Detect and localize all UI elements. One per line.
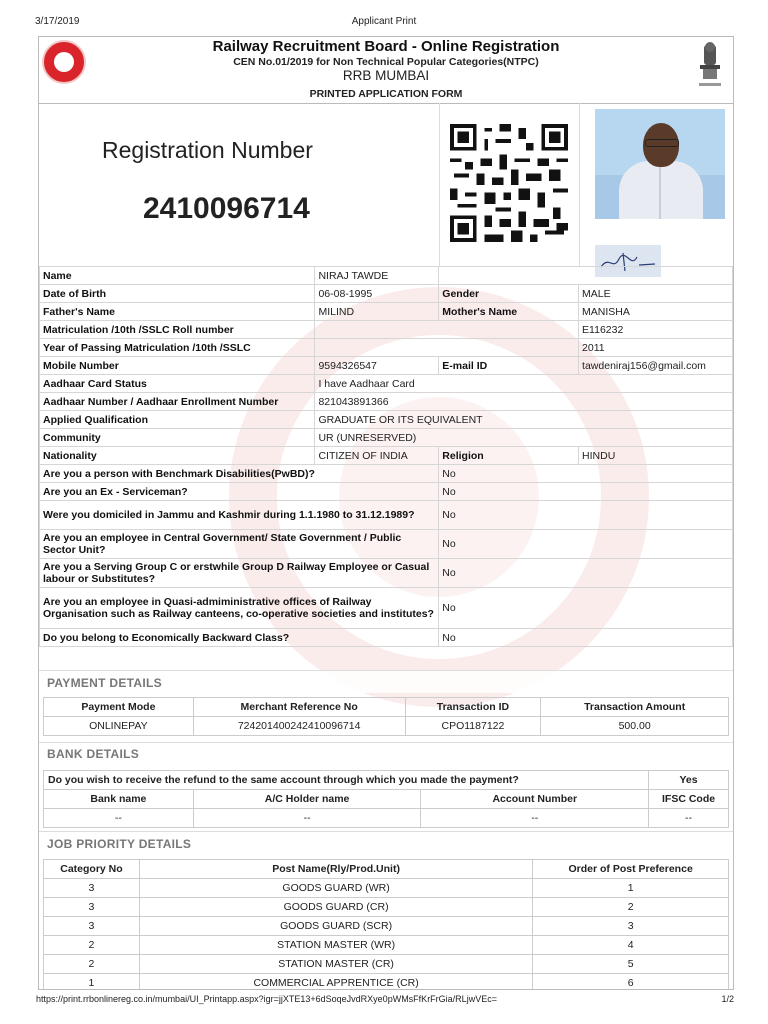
job-cell: 3: [44, 879, 140, 898]
board-name: RRB MUMBAI: [342, 68, 430, 83]
field-label: Were you domiciled in Jammu and Kashmir during 1.1.1980 to 31.12.1989?: [40, 501, 439, 530]
job-cell: 6: [533, 974, 729, 991]
blank-cell: [439, 267, 733, 285]
field-label: Year of Passing Matriculation /10th /SSLC: [40, 339, 315, 357]
applicant-details-table: [39, 266, 733, 647]
job-row: [44, 955, 729, 974]
details-row: [40, 375, 733, 393]
field-label: Father's Name: [40, 303, 315, 321]
bank-cell: --: [421, 809, 649, 828]
field-value: MALE: [579, 285, 733, 303]
payment-cell: 724201400242410096714: [193, 717, 405, 736]
field-value: NIRAJ TAWDE: [315, 267, 439, 285]
job-row: [44, 936, 729, 955]
job-cell: 1: [44, 974, 140, 991]
bank-header: Account Number: [421, 790, 649, 809]
field-label: Date of Birth: [40, 285, 315, 303]
field-value: 9594326547: [315, 357, 439, 375]
field-label: Matriculation /10th /SSLC Roll number: [40, 321, 315, 339]
job-cell: COMMERCIAL APPRENTICE (CR): [139, 974, 532, 991]
job-cell: STATION MASTER (CR): [139, 955, 532, 974]
job-row: [44, 879, 729, 898]
field-label: Aadhaar Number / Aadhaar Enrollment Number: [40, 393, 315, 411]
job-cell: 5: [533, 955, 729, 974]
field-label: Aadhaar Card Status: [40, 375, 315, 393]
bank-cell: --: [44, 809, 194, 828]
payment-table: [43, 697, 729, 736]
field-value: No: [439, 501, 733, 530]
field-label: Name: [40, 267, 315, 285]
job-header: Post Name(Rly/Prod.Unit): [139, 860, 532, 879]
details-row: [40, 411, 733, 429]
details-row: [40, 321, 733, 339]
field-label: Do you belong to Economically Backward Class?: [40, 629, 439, 647]
details-row: [40, 285, 733, 303]
bank-header: IFSC Code: [649, 790, 729, 809]
payment-section-title: PAYMENT DETAILS: [47, 676, 162, 690]
payment-header: Transaction Amount: [541, 698, 729, 717]
bank-header: Bank name: [44, 790, 194, 809]
divider: [439, 103, 440, 266]
field-value: MANISHA: [579, 303, 733, 321]
details-row: [40, 357, 733, 375]
details-row: [40, 530, 733, 559]
job-cell: 2: [44, 955, 140, 974]
blank-cell: [315, 339, 579, 357]
form-header: [39, 37, 733, 104]
job-row: [44, 974, 729, 991]
field-label: Are you an employee in Quasi-admiministrative offices of Railway Organisation such as Railway canteens, co-operative societies and institutes?: [40, 588, 439, 629]
field-value: GRADUATE OR ITS EQUIVALENT: [315, 411, 733, 429]
field-label: Nationality: [40, 447, 315, 465]
details-row: [40, 465, 733, 483]
field-value: 06-08-1995: [315, 285, 439, 303]
qr-code-icon: [447, 124, 571, 242]
details-row: [40, 588, 733, 629]
field-value: HINDU: [579, 447, 733, 465]
details-row: [40, 501, 733, 530]
job-cell: 3: [533, 917, 729, 936]
bank-cell: --: [193, 809, 421, 828]
field-value: No: [439, 465, 733, 483]
job-cell: GOODS GUARD (WR): [139, 879, 532, 898]
print-url: https://print.rrbonlinereg.co.in/mumbai/UI_Printapp.aspx?igr=jjXTE13+6dSoqeJvdRXye0pWMsFfKrFrGia/RLjwVEc=: [36, 994, 497, 1004]
field-value: No: [439, 588, 733, 629]
field-label: Applied Qualification: [40, 411, 315, 429]
field-value: 821043891366: [315, 393, 733, 411]
job-cell: STATION MASTER (WR): [139, 936, 532, 955]
print-date: 3/17/2019: [35, 16, 80, 27]
field-label: Religion: [439, 447, 579, 465]
field-value: MILIND: [315, 303, 439, 321]
application-form: [38, 36, 734, 990]
job-row: [44, 917, 729, 936]
payment-header: Merchant Reference No: [193, 698, 405, 717]
job-cell: 3: [44, 917, 140, 936]
form-type: PRINTED APPLICATION FORM: [309, 88, 463, 100]
job-section-title: JOB PRIORITY DETAILS: [47, 837, 192, 851]
job-priority-table: [43, 859, 729, 990]
field-value: E116232: [579, 321, 733, 339]
payment-cell: 500.00: [541, 717, 729, 736]
job-cell: 2: [533, 898, 729, 917]
field-value: 2011: [579, 339, 733, 357]
payment-header: Transaction ID: [405, 698, 541, 717]
print-header: [0, 14, 768, 30]
field-value: tawdeniraj156@gmail.com: [579, 357, 733, 375]
details-row: [40, 483, 733, 501]
print-footer: [0, 992, 768, 1008]
details-row: [40, 559, 733, 588]
details-row: [40, 429, 733, 447]
field-label: Mobile Number: [40, 357, 315, 375]
field-label: Are you an Ex - Serviceman?: [40, 483, 439, 501]
field-label: Mother's Name: [439, 303, 579, 321]
details-row: [40, 303, 733, 321]
job-cell: GOODS GUARD (CR): [139, 898, 532, 917]
details-row: [40, 629, 733, 647]
field-label: Are you an employee in Central Government/ State Government / Public Sector Unit?: [40, 530, 439, 559]
print-title: Applicant Print: [351, 16, 417, 27]
job-cell: 2: [44, 936, 140, 955]
field-value: No: [439, 629, 733, 647]
payment-cell: CPO1187122: [405, 717, 541, 736]
refund-question: Do you wish to receive the refund to the same account through which you made the payment?: [44, 771, 649, 790]
field-label: E-mail ID: [439, 357, 579, 375]
bank-section-title: BANK DETAILS: [47, 747, 140, 761]
details-row: [40, 393, 733, 411]
bank-table: [43, 770, 729, 828]
form-title: Railway Recruitment Board - Online Registration: [212, 38, 560, 55]
page-number: 1/2: [721, 994, 734, 1004]
details-row: [40, 447, 733, 465]
job-header: Order of Post Preference: [533, 860, 729, 879]
applicant-photo: [595, 109, 725, 219]
field-value: CITIZEN OF INDIA: [315, 447, 439, 465]
bank-header: A/C Holder name: [193, 790, 421, 809]
job-header: Category No: [44, 860, 140, 879]
job-cell: 1: [533, 879, 729, 898]
job-cell: 4: [533, 936, 729, 955]
field-label: Are you a person with Benchmark Disabilities(PwBD)?: [40, 465, 439, 483]
job-cell: 3: [44, 898, 140, 917]
divider: [579, 103, 580, 266]
field-label: Community: [40, 429, 315, 447]
form-subtitle: CEN No.01/2019 for Non Technical Popular Categories(NTPC): [233, 56, 539, 68]
details-row: [40, 267, 733, 285]
registration-label: Registration Number: [102, 137, 313, 163]
field-value: UR (UNRESERVED): [315, 429, 733, 447]
field-value: No: [439, 483, 733, 501]
job-row: [44, 898, 729, 917]
field-label: Are you a Serving Group C or erstwhile Group D Railway Employee or Casual labour or Substitutes?: [40, 559, 439, 588]
registration-number: 2410096714: [143, 192, 310, 225]
payment-header: Payment Mode: [44, 698, 194, 717]
field-label: Gender: [439, 285, 579, 303]
bank-cell: --: [649, 809, 729, 828]
refund-answer: Yes: [649, 771, 729, 790]
field-value: I have Aadhaar Card: [315, 375, 733, 393]
blank-cell: [315, 321, 579, 339]
field-value: No: [439, 530, 733, 559]
job-cell: GOODS GUARD (SCR): [139, 917, 532, 936]
payment-cell: ONLINEPAY: [44, 717, 194, 736]
details-row: [40, 339, 733, 357]
section-bar: [39, 742, 733, 765]
field-value: No: [439, 559, 733, 588]
